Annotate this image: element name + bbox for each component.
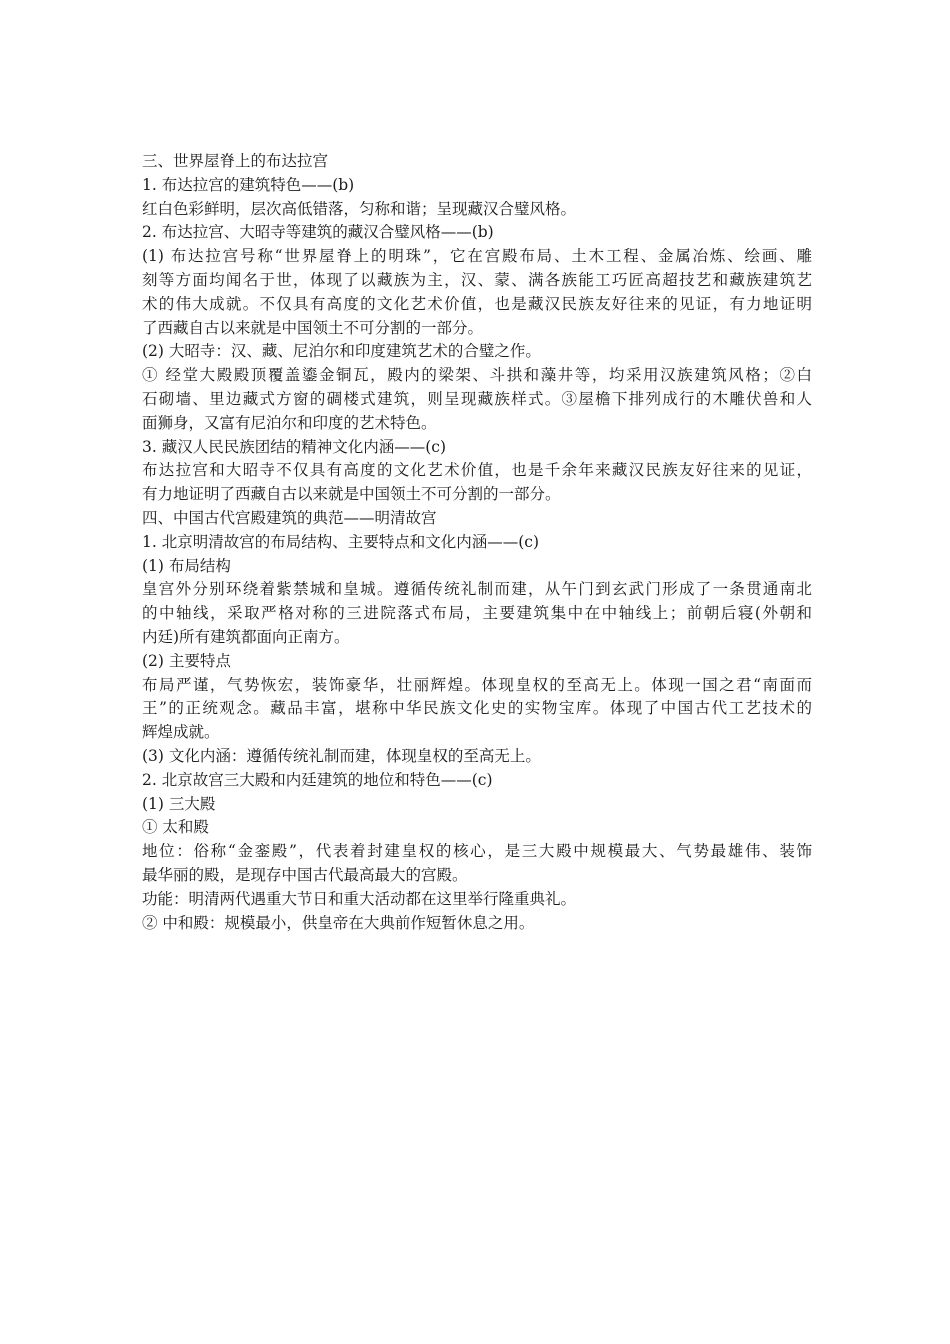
paragraph-line: (3) 文化内涵：遵循传统礼制而建，体现皇权的至高无上。 bbox=[142, 746, 541, 765]
subheading-features: (2) 主要特点 bbox=[142, 651, 231, 670]
paragraph-line: 辉煌成就。 bbox=[142, 723, 220, 742]
paragraph-line: 的中轴线，采取严格对称的三进院落式布局，主要建筑集中在中轴线上；前朝后寝(外朝和 bbox=[142, 604, 812, 623]
paragraph-line: 地位：俗称“金銮殿”，代表着封建皇权的核心，是三大殿中规模最大、气势最雄伟、装饰 bbox=[142, 842, 812, 861]
subheading-3: 3. 藏汉人民民族团结的精神文化内涵——(c) bbox=[142, 437, 446, 456]
paragraph-line: 布达拉宫和大昭寺不仅具有高度的文化艺术价值，也是千余年来藏汉民族友好往来的见证， bbox=[142, 461, 812, 480]
section-heading-forbidden-city: 四、中国古代宫殿建筑的典范——明清故宫 bbox=[142, 508, 437, 527]
paragraph-line: 内廷)所有建筑都面向正南方。 bbox=[142, 627, 350, 646]
paragraph-line: 术的伟大成就。不仅具有高度的文化艺术价值，也是藏汉民族友好往来的见证，有力地证明 bbox=[142, 294, 812, 313]
subheading-three-halls: (1) 三大殿 bbox=[142, 794, 216, 813]
paragraph-line: 王”的正统观念。藏品丰富，堪称中华民族文化史的实物宝库。体现了中国古代工艺技术的 bbox=[142, 699, 812, 718]
subheading-1: 1. 布达拉宫的建筑特色——(b) bbox=[142, 175, 355, 194]
paragraph-line: 功能：明清两代遇重大节日和重大活动都在这里举行隆重典礼。 bbox=[142, 889, 577, 908]
paragraph-line: 石砌墙、里边藏式方窗的碉楼式建筑，则呈现藏族样式。③屋檐下排列成行的木雕伏兽和人 bbox=[142, 389, 812, 408]
subheading-taihe-hall: ① 太和殿 bbox=[142, 818, 209, 837]
subheading-2: 2. 北京故宫三大殿和内廷建筑的地位和特色——(c) bbox=[142, 770, 493, 789]
paragraph-line: 了西藏自古以来就是中国领土不可分割的一部分。 bbox=[142, 318, 484, 337]
paragraph-line: 有力地证明了西藏自古以来就是中国领土不可分割的一部分。 bbox=[142, 485, 561, 504]
paragraph-line: 布局严谨，气势恢宏，装饰豪华，壮丽辉煌。体现皇权的至高无上。体现一国之君“南面而 bbox=[142, 675, 812, 694]
subheading-2: 2. 布达拉宫、大昭寺等建筑的藏汉合璧风格——(b) bbox=[142, 223, 494, 242]
paragraph-line: ① 经堂大殿殿顶覆盖鎏金铜瓦，殿内的梁架、斗拱和藻井等，均采用汉族建筑风格；②白 bbox=[142, 366, 812, 385]
paragraph-line: (1) 布达拉宫号称“世界屋脊上的明珠”，它在宫殿布局、土木工程、金属冶炼、绘画、雕 bbox=[142, 247, 812, 266]
paragraph-line: ② 中和殿：规模最小，供皇帝在大典前作短暂休息之用。 bbox=[142, 913, 535, 932]
paragraph-line: 皇宫外分别环绕着紫禁城和皇城。遵循传统礼制而建，从午门到玄武门形成了一条贯通南北 bbox=[142, 580, 812, 599]
paragraph-line: 面狮身，又富有尼泊尔和印度的艺术特色。 bbox=[142, 413, 437, 432]
paragraph-line: 最华丽的殿，是现存中国古代最高最大的宫殿。 bbox=[142, 865, 468, 884]
subheading-layout: (1) 布局结构 bbox=[142, 556, 231, 575]
paragraph-line: 刻等方面均闻名于世，体现了以藏族为主，汉、蒙、满各族能工巧匠高超技艺和藏族建筑艺 bbox=[142, 270, 812, 289]
document-body bbox=[142, 150, 812, 935]
paragraph-line: (2) 大昭寺：汉、藏、尼泊尔和印度建筑艺术的合璧之作。 bbox=[142, 342, 541, 361]
section-heading-potala: 三、世界屋脊上的布达拉宫 bbox=[142, 152, 329, 170]
subheading-1: 1. 北京明清故宫的布局结构、主要特点和文化内涵——(c) bbox=[142, 532, 539, 551]
paragraph-line: 红白色彩鲜明，层次高低错落，匀称和谐；呈现藏汉合璧风格。 bbox=[142, 199, 577, 218]
